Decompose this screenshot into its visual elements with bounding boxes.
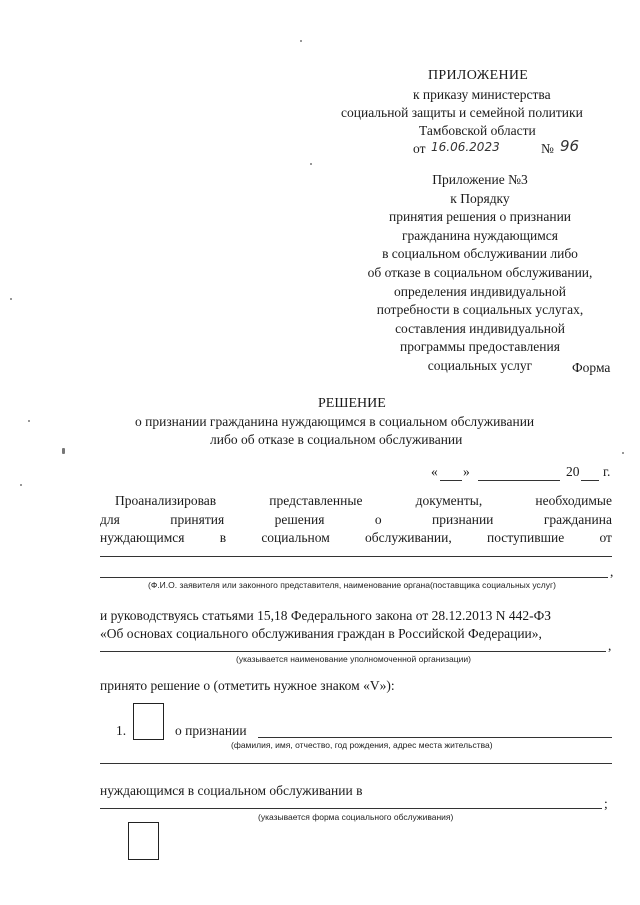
- para1-word: нуждающимся: [100, 530, 185, 545]
- appendix-line: составления индивидуальной: [395, 320, 565, 336]
- para1-word: необходимые: [535, 493, 612, 508]
- para1-row-2: [100, 512, 612, 528]
- appendix-block: [340, 171, 620, 376]
- appendix-line: к Порядку: [450, 190, 510, 206]
- applicant-line-1[interactable]: [100, 556, 612, 557]
- appendix-line: гражданина нуждающимся: [402, 227, 558, 243]
- form-label: Форма: [572, 360, 611, 375]
- applicant-line-2[interactable]: [100, 577, 608, 578]
- para2-line-2: «Об основах социального обслуживания граждан в Российской Федерации»,: [100, 626, 542, 641]
- date-day-field[interactable]: [440, 480, 462, 481]
- handwritten-number: 96: [560, 137, 580, 155]
- option-1-label: о признании: [175, 723, 247, 738]
- appendix-line: об отказе в социальном обслуживании,: [367, 264, 593, 280]
- appendix-line: программы предоставления: [400, 339, 560, 355]
- header-line-3: Тамбовской области: [419, 123, 536, 138]
- header-number-prefix: №: [541, 141, 554, 156]
- para1-row-1: [115, 493, 612, 509]
- service-form-semicolon: ;: [604, 796, 608, 811]
- para1-word: для: [100, 512, 120, 527]
- scan-speck: [62, 448, 65, 454]
- organization-line[interactable]: [100, 651, 606, 652]
- date-open-quote: «: [431, 464, 438, 479]
- option-2-checkbox[interactable]: [128, 822, 159, 860]
- decision-subtitle-1: о признании гражданина нуждающимся в социальном обслуживании: [135, 414, 535, 429]
- para1-word: обслуживании,: [365, 530, 452, 545]
- para1-word: в: [219, 530, 227, 545]
- option-1-checkbox[interactable]: [133, 703, 164, 740]
- option-1-number: 1.: [116, 723, 127, 738]
- para1-word: принятия: [170, 512, 225, 527]
- option-1-person-field[interactable]: [258, 737, 612, 738]
- appendix-line: определения индивидуальной: [394, 283, 566, 299]
- scan-speck: [622, 452, 624, 454]
- date-year-suffix: г.: [603, 464, 611, 479]
- scan-speck: [310, 163, 312, 165]
- scan-speck: [300, 40, 302, 42]
- header-line-2: социальной защиты и семейной политики: [341, 105, 583, 120]
- para1-word: социальном: [261, 530, 330, 545]
- applicant-trailing-comma: ,: [610, 564, 614, 579]
- needing-service-text: нуждающимся в социальном обслуживании в: [100, 783, 363, 798]
- service-form-caption: (указывается форма социального обслуживания): [258, 812, 454, 822]
- date-year-prefix: 20: [566, 464, 580, 479]
- appendix-line: социальных услуг: [427, 357, 533, 373]
- appendix-line: потребности в социальных услугах,: [376, 302, 584, 318]
- option-1-caption: (фамилия, имя, отчество, год рождения, адрес места жительства): [231, 740, 493, 750]
- para1-word: документы,: [415, 493, 483, 508]
- header-date-prefix: от: [413, 141, 426, 156]
- para2-line-1: и руководствуясь статьями 15,18 Федерального закона от 28.12.2013 N 442-ФЗ: [100, 608, 552, 623]
- para1-word: о: [374, 512, 382, 527]
- handwritten-date: 16.06.2023: [431, 140, 500, 154]
- organization-trailing-comma: ,: [608, 638, 612, 653]
- para1-word: от: [599, 530, 612, 545]
- header-line-1: к приказу министерства: [413, 87, 551, 102]
- option-1-person-field-2[interactable]: [100, 763, 612, 764]
- applicant-caption: (Ф.И.О. заявителя или законного представителя, наименование органа(поставщика социальных услуг): [148, 580, 556, 590]
- para1-row-3: [100, 530, 612, 546]
- scan-speck: [28, 420, 30, 422]
- para1-word: Проанализировав: [115, 493, 217, 508]
- para1-word: представленные: [269, 493, 363, 508]
- date-close-quote: »: [463, 464, 470, 479]
- scan-speck: [20, 484, 22, 486]
- decision-subtitle-2: либо об отказе в социальном обслуживании: [210, 432, 463, 447]
- para1-word: решения: [274, 512, 325, 527]
- date-month-field[interactable]: [478, 480, 560, 481]
- para1-word: гражданина: [543, 512, 612, 527]
- organization-caption: (указывается наименование уполномоченной организации): [236, 654, 471, 664]
- header-title: ПРИЛОЖЕНИЕ: [428, 68, 529, 83]
- appendix-line: в социальном обслуживании либо: [382, 246, 578, 262]
- scan-speck: [10, 298, 12, 300]
- service-form-field[interactable]: [100, 808, 602, 809]
- appendix-line: Приложение №3: [432, 172, 528, 187]
- para1-word: признании: [431, 512, 494, 527]
- para1-word: поступившие: [487, 530, 565, 545]
- date-year-field[interactable]: [581, 480, 599, 481]
- choice-intro: принято решение о (отметить нужное знаком «V»):: [100, 678, 395, 693]
- decision-title: РЕШЕНИЕ: [318, 396, 386, 411]
- appendix-line: принятия решения о признании: [388, 209, 572, 225]
